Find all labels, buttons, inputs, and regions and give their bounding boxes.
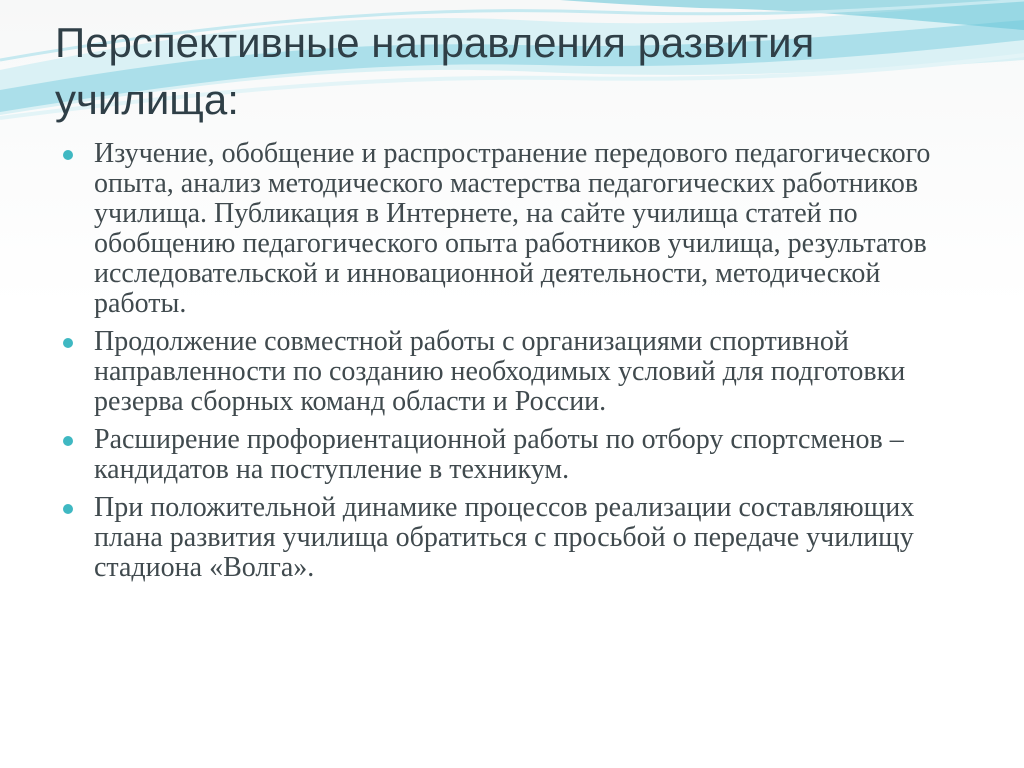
bullet-dot-icon	[63, 436, 73, 446]
bullet-item	[62, 425, 962, 485]
bullet-item	[62, 493, 962, 583]
bullet-text: При положительной динамике процессов реализации составляющих плана развития училища обратиться с просьбой о передаче училищу стадиона «Волга».	[94, 492, 915, 583]
bullet-text: Изучение, обобщение и распространение передового педагогического опыта, анализ методического мастерства педагогических работников училища. Публикация в Интернете, на сайте училища статей по обобщению педагогического опыта работников училища, результатов исследовательской и инновационной деятельности, методической работы.	[94, 138, 931, 319]
slide-title: Перспективные направления развития училища:	[55, 19, 815, 123]
bullet-dot-icon	[63, 150, 73, 160]
bullet-item	[62, 139, 962, 319]
bullet-list	[62, 139, 962, 591]
bullet-text: Расширение профориентационной работы по отбору спортсменов –кандидатов на поступление в техникум.	[94, 424, 904, 485]
bullet-dot-icon	[63, 338, 73, 348]
bullet-text: Продолжение совместной работы с организациями спортивной направленности по созданию необходимых условий для подготовки резерва сборных команд области и России.	[94, 326, 906, 417]
bullet-item	[62, 327, 962, 417]
bullet-dot-icon	[63, 504, 73, 514]
